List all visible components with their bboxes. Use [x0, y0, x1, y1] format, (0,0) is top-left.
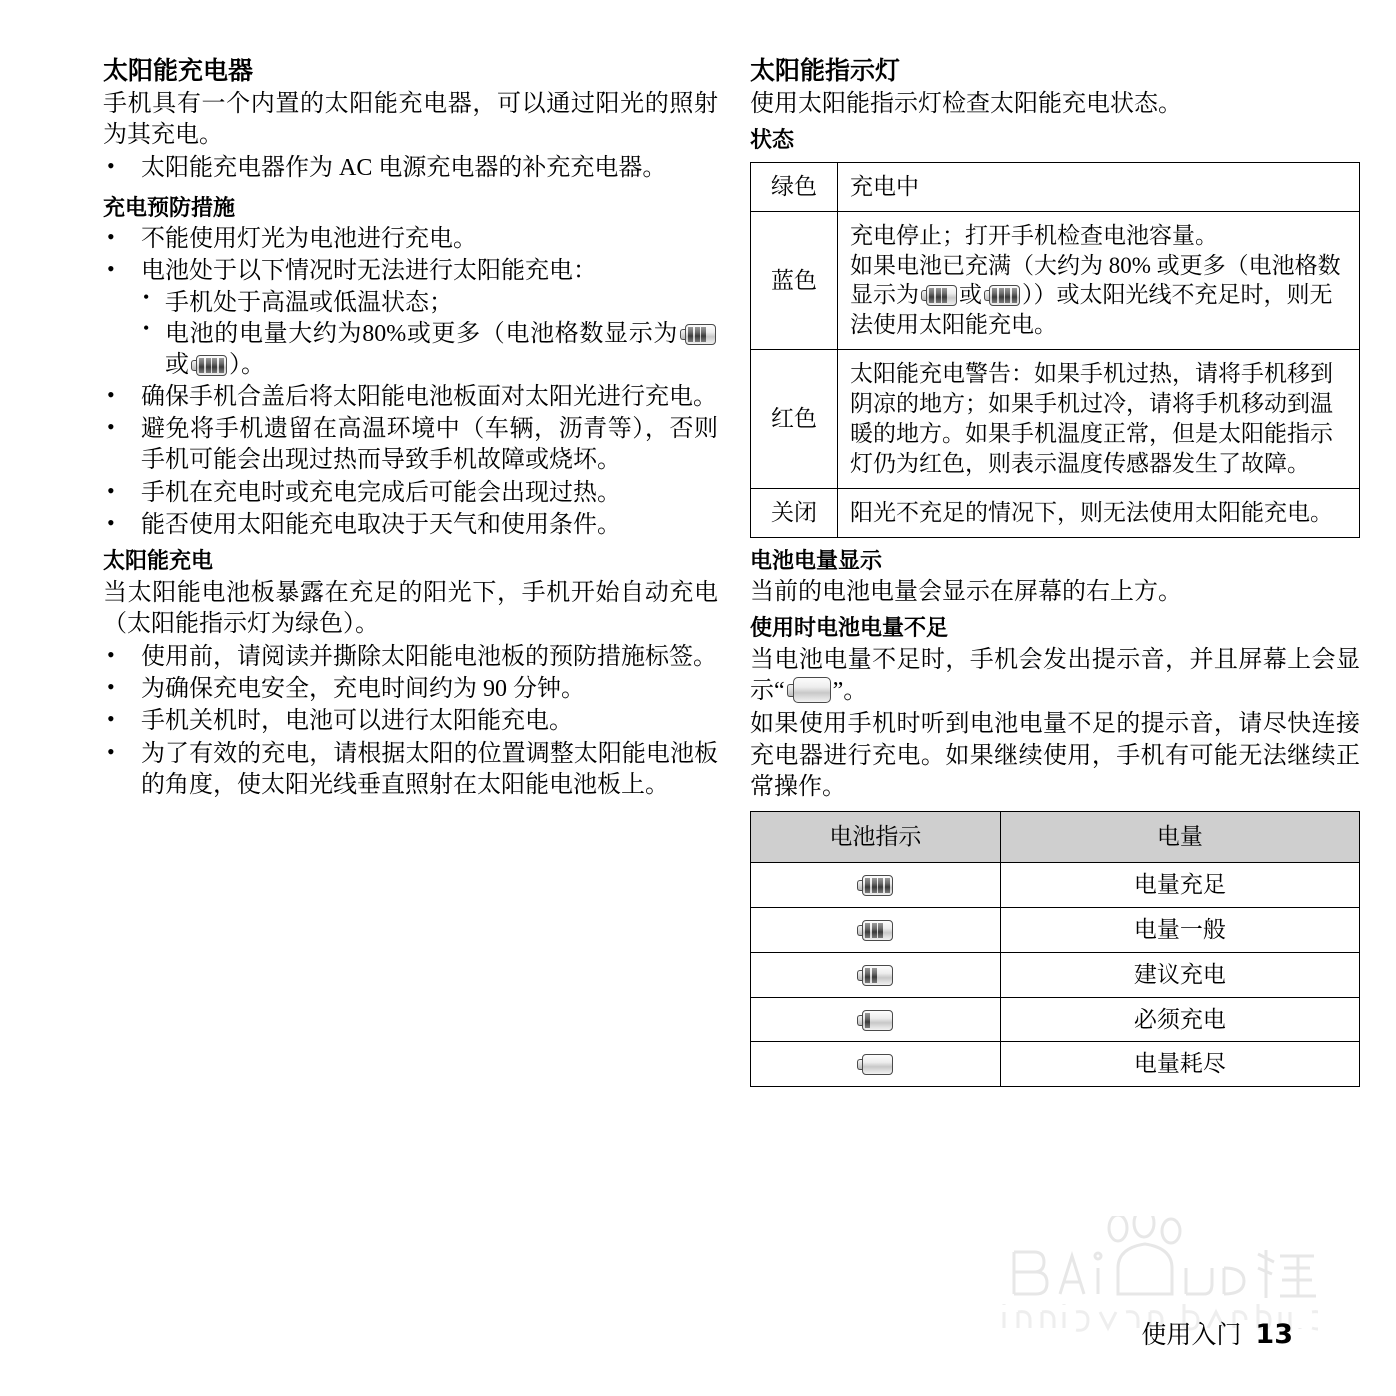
low-battery-line2: 如果使用手机时听到电池电量不足的提示音，请尽快连接充电器进行充电。如果继续使用，手机有可能无法继续正常操作。	[750, 711, 1360, 800]
status-desc-cell: 阳光不充足的情况下，则无法使用太阳能充电。	[838, 488, 1360, 537]
status-color-cell: 绿色	[751, 162, 838, 211]
battery-3-bars-icon	[921, 285, 957, 306]
status-desc-cell: 充电中	[838, 162, 1360, 211]
battery-icon-cell	[751, 907, 1001, 952]
battery-4-bars-icon	[984, 285, 1020, 306]
battery-display-text: 当前的电池电量会显示在屏幕的右上方。	[750, 579, 1182, 606]
list-item: • 手机处于高温或低温状态；	[141, 288, 718, 319]
intro-paragraph: 手机具有一个内置的太阳能充电器，可以通过阳光的照射为其充电。	[103, 91, 718, 149]
precautions-heading: 充电预防措施	[103, 195, 236, 221]
page-number: 13	[1255, 1319, 1293, 1350]
sub-item-text-after: ）。	[229, 351, 265, 378]
battery-3-bars-icon	[857, 920, 893, 941]
solar-charging-bullet-list	[103, 642, 718, 801]
status-heading: 状态	[750, 128, 795, 154]
low-battery-text-after: ”。	[832, 678, 868, 705]
battery-2-bars-icon	[857, 965, 893, 986]
table-row	[751, 211, 1360, 350]
precautions-sub-list	[141, 288, 718, 382]
status-desc-line2-after: ））或太阳光线不充足时，则无法使用太阳能充电。	[850, 282, 1333, 338]
battery-0-bars-icon	[857, 1054, 893, 1075]
table-row	[751, 488, 1360, 537]
status-color-cell: 蓝色	[751, 211, 838, 350]
list-item: • 避免将手机遗留在高温环境中（车辆，沥青等），否则手机可能会出现过热而导致手机故障或烧坏。	[103, 414, 718, 476]
table-header-row	[751, 812, 1360, 863]
status-table	[750, 162, 1360, 538]
list-item	[141, 319, 718, 381]
status-color-cell: 红色	[751, 350, 838, 489]
status-desc-line1: 充电停止；打开手机检查电池容量。	[850, 222, 1218, 248]
precautions-bullet-list	[103, 224, 718, 541]
battery-level-cell: 电量充足	[1000, 862, 1359, 907]
footer-chapter-label: 使用入门	[1141, 1322, 1242, 1349]
battery-icon-cell	[751, 862, 1001, 907]
column-header-level: 电量	[1000, 812, 1359, 863]
right-column	[750, 55, 1360, 1087]
table-row	[751, 997, 1360, 1042]
list-item: • 手机在充电时或充电完成后可能会出现过热。	[103, 478, 718, 509]
battery-3-bars-icon	[680, 324, 716, 345]
low-battery-text-before: 当电池电量不足时，手机会发出提示音，并且屏幕上会显示“	[750, 647, 1360, 705]
list-item: • 为了有效的充电，请根据太阳的位置调整太阳能电池板的角度，使太阳光线垂直照射在太阳能电池板上。	[103, 739, 718, 801]
list-item: • 不能使用灯光为电池进行充电。	[103, 224, 718, 255]
battery-level-table	[750, 811, 1360, 1087]
sub-item-text-before: 电池的电量大约为80%或更多（电池格数显示为	[165, 320, 678, 347]
list-item: • 为确保充电安全，充电时间约为 90 分钟。	[103, 674, 718, 705]
list-item: • 使用前，请阅读并撕除太阳能电池板的预防措施标签。	[103, 642, 718, 673]
battery-1-bar-icon	[857, 1010, 893, 1031]
table-row	[751, 162, 1360, 211]
battery-4-bars-icon	[857, 875, 893, 896]
list-item: • 能否使用太阳能充电取决于天气和使用条件。	[103, 510, 718, 541]
battery-level-cell: 电量耗尽	[1000, 1042, 1359, 1087]
status-desc-cell	[838, 211, 1360, 350]
battery-level-cell: 必须充电	[1000, 997, 1359, 1042]
sub-item-text-middle: 或	[165, 351, 189, 378]
column-header-indicator: 电池指示	[751, 812, 1001, 863]
indicator-section-title: 太阳能指示灯	[750, 56, 901, 85]
table-row	[751, 1042, 1360, 1087]
battery-icon-cell	[751, 997, 1001, 1042]
battery-4-bars-icon	[191, 355, 227, 376]
list-item-label: 电池处于以下情况时无法进行太阳能充电：	[141, 258, 597, 285]
table-row	[751, 907, 1360, 952]
low-battery-line1	[750, 645, 1360, 707]
battery-icon-cell	[751, 1042, 1001, 1087]
status-desc-cell: 太阳能充电警告：如果手机过热，请将手机移到阴凉的地方；如果手机过冷，请将手机移动到温暖的地方。如果手机温度正常，但是太阳能指示灯仍为红色，则表示温度传感器发生了故障。	[838, 350, 1360, 489]
low-battery-heading: 使用时电池电量不足	[750, 616, 949, 642]
table-row	[751, 350, 1360, 489]
table-row	[751, 952, 1360, 997]
left-column	[103, 55, 718, 803]
battery-icon-cell	[751, 952, 1001, 997]
table-row	[751, 862, 1360, 907]
battery-level-cell: 建议充电	[1000, 952, 1359, 997]
solar-charging-heading: 太阳能充电	[103, 549, 214, 575]
list-item: • 太阳能充电器作为 AC 电源充电器的补充充电器。	[103, 153, 718, 184]
indicator-intro: 使用太阳能指示灯检查太阳能充电状态。	[750, 91, 1182, 117]
page-title: 太阳能充电器	[103, 56, 254, 85]
solar-charging-intro: 当太阳能电池板暴露在充足的阳光下，手机开始自动充电（太阳能指示灯为绿色）。	[103, 579, 718, 637]
list-item: • 确保手机合盖后将太阳能电池板面对太阳光进行充电。	[103, 382, 718, 413]
list-item: • 手机关机时，电池可以进行太阳能充电。	[103, 706, 718, 737]
page-footer	[1141, 1321, 1293, 1348]
battery-display-heading: 电池电量显示	[750, 548, 883, 574]
list-item	[103, 256, 718, 381]
battery-level-cell: 电量一般	[1000, 907, 1359, 952]
status-desc-line2-middle: 或	[959, 282, 982, 308]
status-desc-line2-before: 如果电池已充满（大约为 80% 或更多（电池格数显示为	[850, 252, 1341, 308]
intro-bullet-list	[103, 153, 718, 184]
status-color-cell: 关闭	[751, 488, 838, 537]
battery-empty-icon	[787, 677, 831, 703]
